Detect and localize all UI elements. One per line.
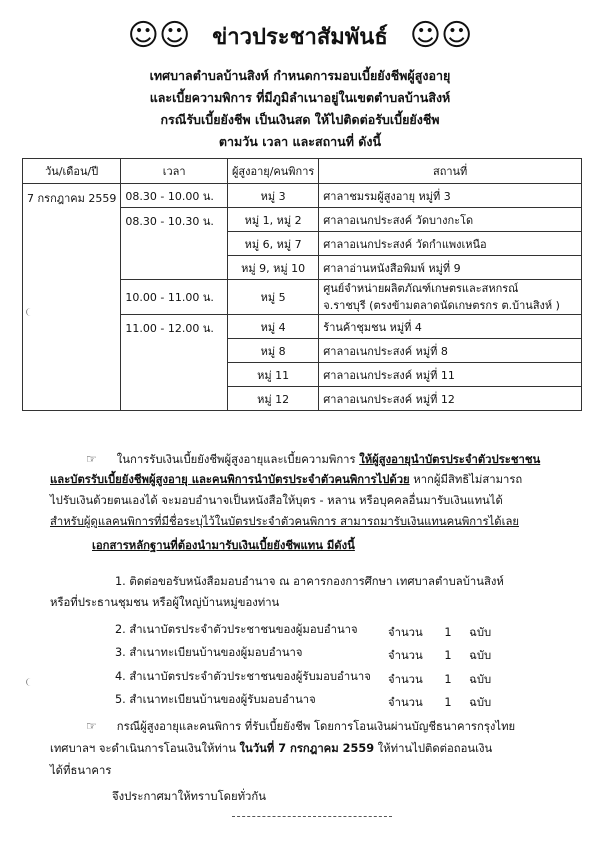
punch-hole-mark bbox=[26, 678, 35, 686]
docs-heading: เอกสารหลักฐานที่ต้องนำมารับเงินเบี้ยยังชีพแทน มีดังนี้ bbox=[92, 539, 355, 552]
time-cell: 08.30 - 10.30 น. bbox=[121, 208, 228, 280]
notice-paragraph-1-line-2 bbox=[50, 473, 522, 487]
time-cell: 08.30 - 10.00 น. bbox=[121, 184, 228, 208]
notice-paragraph-2-line-1 bbox=[86, 719, 515, 734]
notice-emphasis: ให้ผู้สูงอายุนำบัตรประจำตัวประชาชน bbox=[359, 453, 541, 466]
qty-number: 1 bbox=[444, 649, 452, 662]
pointing-hand-icon: ☞ bbox=[86, 452, 97, 466]
header-date: วัน/เดือน/ปี bbox=[23, 159, 121, 184]
doc-item-2-qty bbox=[388, 623, 491, 641]
qty-word: จำนวน bbox=[388, 696, 423, 709]
doc-item-4-qty bbox=[388, 670, 491, 688]
qty-number: 1 bbox=[444, 673, 452, 686]
notice-text: กรณีผู้สูงอายุและคนพิการ ที่รับเบี้ยยังชีพ โดยการโอนเงินผ่านบัญชีธนาคารกรุงไทย bbox=[116, 720, 516, 733]
place-cell bbox=[319, 280, 582, 315]
qty-unit: ฉบับ bbox=[469, 626, 492, 639]
place-cell: ศาลาอเนกประสงค์ วัดกำแพงเหนือ bbox=[319, 232, 582, 256]
notice-emphasis: และบัตรรับเบี้ยยังชีพผู้สูงอายุ และคนพิการนำบัตรประจำตัวคนพิการไปด้วย bbox=[50, 473, 410, 486]
time-cell: 11.00 - 12.00 น. bbox=[121, 315, 228, 411]
notice-paragraph-1-line-4: สำหรับผู้ดูแลคนพิการที่มีชื่อระบุไว้ในบัตรประจำตัวคนพิการ สามารถมารับเงินแทนคนพิการได้เลย bbox=[50, 515, 519, 528]
qty-number: 1 bbox=[444, 696, 452, 709]
place-line-1: ศูนย์จำหน่ายผลิตภัณฑ์เกษตรและสหกรณ์ bbox=[323, 282, 519, 295]
place-cell: ร้านค้าชุมชน หมู่ที่ 4 bbox=[319, 315, 582, 339]
notice-paragraph-1-line-3: ไปรับเงินด้วยตนเองได้ จะมอบอำนาจเป็นหนังสือให้บุตร - หลาน หรือบุคคลอื่นมารับเงินแทนได้ bbox=[50, 494, 503, 507]
doc-item-5-qty bbox=[388, 693, 491, 711]
village-cell: หมู่ 5 bbox=[227, 280, 318, 315]
place-cell: ศาลาอเนกประสงค์ วัดบางกะโด bbox=[319, 208, 582, 232]
closing-line: จึงประกาศมาให้ทราบโดยทั่วกัน bbox=[112, 790, 266, 803]
qty-unit: ฉบับ bbox=[469, 649, 492, 662]
place-line-2: จ.ราชบุรี (ตรงข้ามตลาดนัดเกษตรกร ต.บ้านสิงห์ ) bbox=[323, 299, 560, 312]
header-line-3: กรณีรับเบี้ยยังชีพ เป็นเงินสด ให้ไปติดต่อรับเบี้ยยังชีพ bbox=[160, 112, 440, 127]
table-row bbox=[23, 184, 582, 208]
village-cell: หมู่ 9, หมู่ 10 bbox=[227, 256, 318, 280]
pointing-hand-icon: ☞ bbox=[86, 719, 97, 733]
doc-item-4: 4. สำเนาบัตรประจำตัวประชาชนของผู้รับมอบอำนาจ bbox=[115, 670, 371, 683]
notice-paragraph-2-line-2 bbox=[50, 742, 492, 756]
header-line-1: เทศบาลตำบลบ้านสิงห์ กำหนดการมอบเบี้ยยังชีพผู้สูงอายุ bbox=[149, 68, 451, 83]
place-cell: ศาลาอเนกประสงค์ หมู่ที่ 11 bbox=[319, 363, 582, 387]
doc-item-1: 1. ติดต่อขอรับหนังสือมอบอำนาจ ณ อาคารกองการศึกษา เทศบาลตำบลบ้านสิงห์ bbox=[115, 575, 504, 588]
village-cell: หมู่ 8 bbox=[227, 339, 318, 363]
notice-text: ให้ท่านไปติดต่อถอนเงิน bbox=[377, 742, 493, 755]
village-cell: หมู่ 6, หมู่ 7 bbox=[227, 232, 318, 256]
time-cell: 10.00 - 11.00 น. bbox=[121, 280, 228, 315]
notice-text: ในการรับเงินเบี้ยยังชีพผู้สูงอายุและเบี้ยความพิการ bbox=[116, 453, 356, 466]
table-header-row bbox=[23, 159, 582, 184]
village-cell: หมู่ 1, หมู่ 2 bbox=[227, 208, 318, 232]
qty-word: จำนวน bbox=[388, 649, 423, 662]
notice-text: หากผู้มีสิทธิไม่สามารถ bbox=[413, 473, 523, 486]
doc-item-5: 5. สำเนาทะเบียนบ้านของผู้รับมอบอำนาจ bbox=[115, 693, 316, 706]
place-cell: ศาลาอ่านหนังสือพิมพ์ หมู่ที่ 9 bbox=[319, 256, 582, 280]
schedule-table bbox=[22, 158, 582, 411]
village-cell: หมู่ 4 bbox=[227, 315, 318, 339]
page-title: ข่าวประชาสัมพันธ์ bbox=[212, 24, 388, 50]
place-cell: ศาลาอเนกประสงค์ หมู่ที่ 12 bbox=[319, 387, 582, 411]
notice-emphasis: ในวันที่ 7 กรกฎาคม 2559 bbox=[239, 742, 375, 755]
notice-paragraph-2-line-3: ได้ที่ธนาคาร bbox=[50, 764, 112, 777]
notice-text: เทศบาลฯ จะดำเนินการโอนเงินให้ท่าน bbox=[50, 742, 236, 755]
punch-hole-mark bbox=[26, 308, 35, 316]
header-time: เวลา bbox=[121, 159, 228, 184]
doc-item-3-qty bbox=[388, 646, 491, 664]
village-cell: หมู่ 11 bbox=[227, 363, 318, 387]
doc-item-3: 3. สำเนาทะเบียนบ้านของผู้มอบอำนาจ bbox=[115, 646, 303, 659]
qty-number: 1 bbox=[444, 626, 452, 639]
qty-unit: ฉบับ bbox=[469, 673, 492, 686]
signature-divider bbox=[232, 816, 392, 817]
header-village: ผู้สูงอายุ/คนพิการ bbox=[227, 159, 318, 184]
smiley-right-icon: ☺☺ bbox=[409, 18, 473, 53]
place-cell: ศาลาอเนกประสงค์ หมู่ที่ 8 bbox=[319, 339, 582, 363]
doc-item-1-cont: หรือที่ประธานชุมชน หรือผู้ใหญ่บ้านหมู่ของท่าน bbox=[50, 596, 280, 609]
header-line-4: ตามวัน เวลา และสถานที่ ดังนี้ bbox=[218, 134, 382, 149]
title-row bbox=[0, 18, 600, 54]
qty-word: จำนวน bbox=[388, 626, 423, 639]
village-cell: หมู่ 3 bbox=[227, 184, 318, 208]
date-cell: 7 กรกฎาคม 2559 bbox=[23, 184, 121, 411]
qty-word: จำนวน bbox=[388, 673, 423, 686]
header-place: สถานที่ bbox=[319, 159, 582, 184]
smiley-left-icon: ☺☺ bbox=[127, 18, 191, 53]
notice-paragraph-1-line-1 bbox=[86, 452, 540, 467]
doc-item-2: 2. สำเนาบัตรประจำตัวประชาชนของผู้มอบอำนาจ bbox=[115, 623, 358, 636]
place-cell: ศาลาชมรมผู้สูงอายุ หมู่ที่ 3 bbox=[319, 184, 582, 208]
qty-unit: ฉบับ bbox=[469, 696, 492, 709]
village-cell: หมู่ 12 bbox=[227, 387, 318, 411]
header-line-2: และเบี้ยความพิการ ที่มีภูมิลำเนาอยู่ในเขตตำบลบ้านสิงห์ bbox=[149, 90, 451, 105]
